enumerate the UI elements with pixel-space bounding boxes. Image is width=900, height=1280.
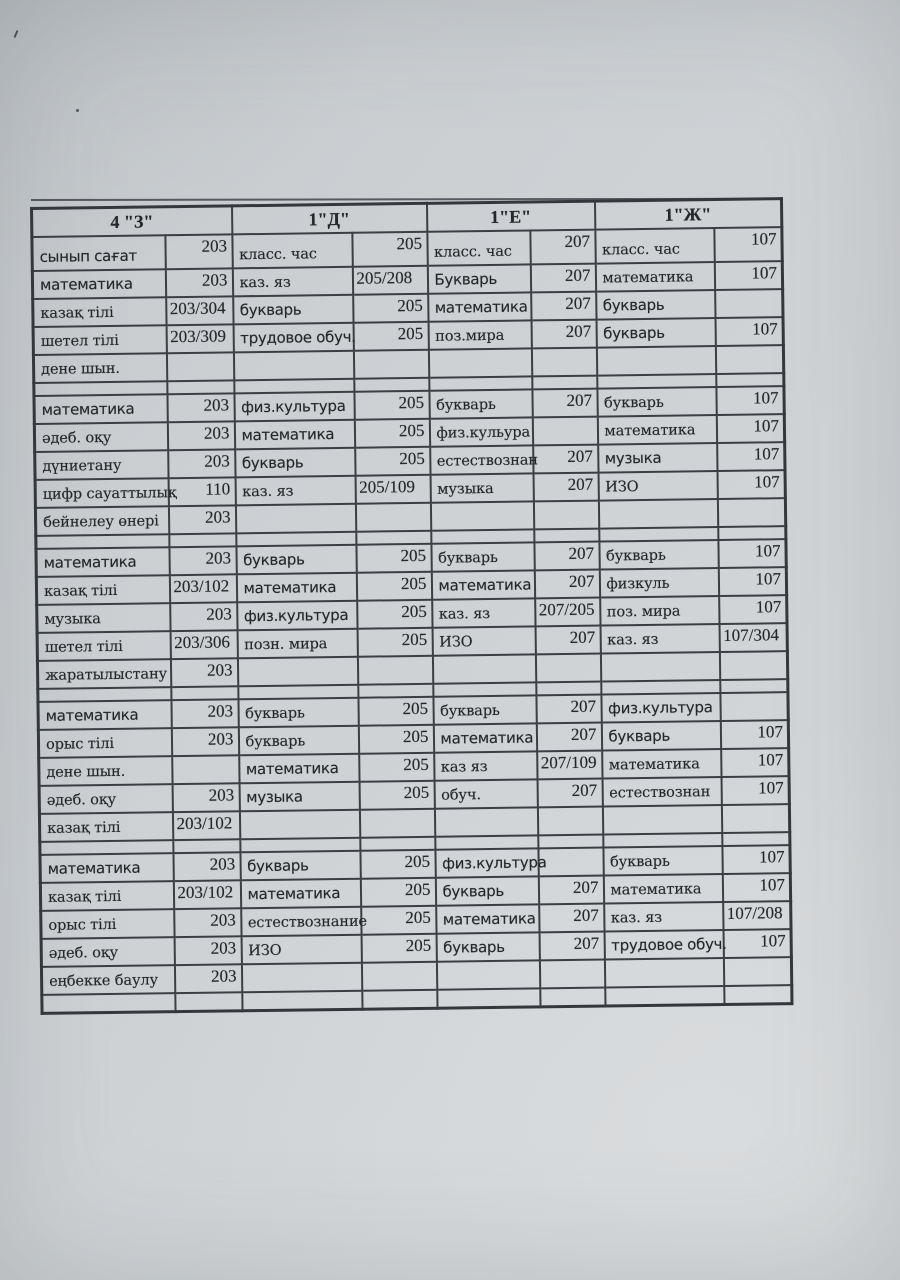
class-header-1zh: 1"Ж" xyxy=(594,199,781,230)
subject-cell: позн. мира xyxy=(237,629,357,659)
subject-cell: букварь xyxy=(238,698,358,728)
room-cell: 207 xyxy=(532,389,597,418)
room-cell xyxy=(533,501,598,530)
subject-cell: каз. яз xyxy=(604,902,723,932)
stray-dot-mark xyxy=(76,109,79,112)
empty-cell xyxy=(173,839,240,853)
room-cell: 203 xyxy=(165,268,232,297)
subject-cell: естествознан xyxy=(602,777,721,807)
subject-cell: математика xyxy=(32,269,165,299)
timetable-body xyxy=(32,227,792,1013)
subject-cell: казақ тілі xyxy=(33,297,166,327)
room-cell: 107 xyxy=(717,442,785,471)
room-cell xyxy=(531,348,596,377)
room-cell: 107 xyxy=(721,776,789,805)
room-cell: 107 xyxy=(715,317,783,346)
room-cell xyxy=(359,809,434,838)
room-cell: 205 xyxy=(354,391,429,420)
room-cell: 207 xyxy=(531,320,596,349)
room-cell: 107 xyxy=(718,567,786,596)
room-cell xyxy=(357,656,432,685)
subject-cell: музыка xyxy=(37,603,170,633)
room-cell xyxy=(717,498,785,527)
room-cell xyxy=(723,957,791,986)
subject-cell: математика xyxy=(240,879,360,909)
subject-cell: букварь xyxy=(436,932,539,961)
subject-cell: математика xyxy=(436,904,539,933)
subject-cell: орыс тілі xyxy=(41,909,174,939)
subject-cell xyxy=(432,654,535,683)
subject-cell: поз.мира xyxy=(428,320,531,349)
subject-cell: физ.культура xyxy=(237,601,357,631)
room-cell xyxy=(537,807,602,836)
room-cell: 203 xyxy=(169,546,236,575)
subject-cell: казақ тілі xyxy=(36,575,169,605)
room-cell: 205 xyxy=(359,781,434,810)
room-cell xyxy=(172,755,239,784)
room-cell xyxy=(532,417,597,446)
room-cell: 205 xyxy=(353,294,428,323)
empty-cell xyxy=(437,988,540,1007)
subject-cell: букварь xyxy=(596,290,715,320)
room-cell: 207 xyxy=(530,264,595,293)
subject-cell xyxy=(233,351,353,381)
room-cell: 207 xyxy=(539,904,604,933)
subject-cell: ИЗО xyxy=(241,935,361,965)
room-cell: 207 xyxy=(530,230,595,265)
subject-cell: математика xyxy=(602,749,721,779)
room-cell xyxy=(353,350,428,379)
subject-cell: естествознание xyxy=(241,907,361,937)
empty-cell xyxy=(42,993,175,1013)
empty-cell xyxy=(540,988,605,1007)
room-cell xyxy=(361,962,436,991)
room-cell: 203 xyxy=(170,602,237,631)
room-cell: 205/208 xyxy=(352,266,427,295)
subject-cell: букварь xyxy=(233,295,353,325)
subject-cell: математика xyxy=(34,394,167,424)
room-cell: 203 xyxy=(168,449,235,478)
empty-cell xyxy=(532,376,597,390)
room-cell: 205 xyxy=(361,906,436,935)
room-cell xyxy=(720,692,788,721)
empty-cell xyxy=(605,986,724,1006)
room-cell: 107 xyxy=(716,414,784,443)
subject-cell: букварь xyxy=(603,846,722,876)
empty-cell xyxy=(538,835,603,849)
room-cell: 107/208 xyxy=(723,901,791,930)
subject-cell: физ.культура xyxy=(601,693,720,723)
room-cell: 207 xyxy=(536,695,601,724)
empty-cell xyxy=(722,832,790,846)
room-cell: 203 xyxy=(165,234,232,269)
room-cell: 107/304 xyxy=(719,623,787,652)
room-cell: 207/205 xyxy=(535,598,600,627)
subject-cell: казақ тілі xyxy=(39,812,172,842)
room-cell: 205 xyxy=(357,600,432,629)
subject-cell: математика xyxy=(597,415,716,445)
subject-cell: букварь xyxy=(435,876,538,905)
empty-cell xyxy=(724,985,792,1004)
room-cell: 205 xyxy=(356,572,431,601)
room-cell: 207 xyxy=(534,542,599,571)
subject-cell: букварь xyxy=(235,448,355,478)
subject-cell: математика xyxy=(431,570,534,599)
room-cell xyxy=(715,289,783,318)
room-cell: 203/102 xyxy=(173,880,240,909)
empty-cell xyxy=(718,526,786,540)
subject-cell xyxy=(596,346,715,376)
subject-cell: математика xyxy=(603,874,722,904)
room-cell: 203 xyxy=(168,505,235,534)
subject-cell xyxy=(237,657,357,687)
empty-cell xyxy=(356,531,431,545)
subject-cell: букварь xyxy=(599,540,718,570)
room-cell: 107 xyxy=(722,845,790,874)
subject-cell: музыка xyxy=(598,443,717,473)
subject-cell: бейнелеу өнері xyxy=(35,506,168,536)
room-cell: 207 xyxy=(537,779,602,808)
subject-cell: ИЗО xyxy=(432,626,535,655)
room-cell: 207 xyxy=(533,473,598,502)
subject-cell xyxy=(239,810,359,840)
subject-cell xyxy=(436,960,539,989)
room-cell xyxy=(166,352,233,381)
empty-cell xyxy=(358,684,433,698)
subject-cell: математика xyxy=(595,262,714,292)
stray-pen-mark xyxy=(13,30,18,38)
room-cell: 203 xyxy=(167,421,234,450)
empty-cell xyxy=(169,533,236,547)
subject-cell: орыс тілі xyxy=(38,728,171,758)
class-header-1d: 1"Д" xyxy=(232,203,427,234)
room-cell: 207 xyxy=(539,932,604,961)
subject-cell xyxy=(241,963,361,993)
subject-cell: математика xyxy=(433,723,536,752)
timetable xyxy=(30,197,794,1014)
room-cell: 203 xyxy=(172,783,239,812)
room-cell: 203/306 xyxy=(170,630,237,659)
subject-cell: Букварь xyxy=(427,264,530,293)
subject-cell: математика xyxy=(36,547,169,577)
room-cell: 207 xyxy=(538,876,603,905)
subject-cell: физ.культура xyxy=(234,392,354,422)
subject-cell: физ.кульура xyxy=(429,417,532,446)
room-cell: 107 xyxy=(720,720,788,749)
subject-cell: букварь xyxy=(597,387,716,417)
room-cell xyxy=(355,503,430,532)
subject-cell: шетел тілі xyxy=(33,325,166,355)
subject-cell: класс. час xyxy=(427,230,530,265)
room-cell: 205 xyxy=(353,322,428,351)
room-cell: 207/109 xyxy=(537,751,602,780)
subject-cell: математика xyxy=(428,292,531,321)
empty-cell xyxy=(534,529,599,543)
room-cell: 203 xyxy=(174,964,241,993)
room-cell: 107 xyxy=(714,227,782,262)
room-cell: 203/304 xyxy=(166,296,233,325)
subject-cell: әдеб. оқу xyxy=(34,422,167,452)
subject-cell: музыка xyxy=(239,782,359,812)
subject-cell: ИЗО xyxy=(598,471,717,501)
empty-cell xyxy=(716,373,784,387)
subject-cell: еңбекке баулу xyxy=(41,965,174,995)
room-cell xyxy=(535,654,600,683)
empty-cell xyxy=(171,686,238,700)
subject-cell: каз яз xyxy=(434,751,537,780)
subject-cell: естествознан xyxy=(430,445,533,474)
subject-cell: класс. час xyxy=(595,228,714,264)
room-cell: 205 xyxy=(355,447,430,476)
subject-cell: поз. мира xyxy=(600,596,719,626)
room-cell: 203 xyxy=(167,393,234,422)
empty-cell xyxy=(435,835,538,849)
subject-cell: музыка xyxy=(430,473,533,502)
room-cell xyxy=(538,848,603,877)
class-header-4z: 4 "З" xyxy=(32,206,232,237)
room-cell: 107 xyxy=(718,539,786,568)
subject-cell: математика xyxy=(234,420,354,450)
empty-cell xyxy=(242,991,362,1011)
room-cell: 110 xyxy=(168,477,235,506)
subject-cell: казақ тілі xyxy=(40,881,173,911)
subject-cell: жаратылыстану xyxy=(37,659,170,689)
subject-cell xyxy=(604,958,723,988)
subject-cell: физ.культура xyxy=(435,848,538,877)
room-cell: 205 xyxy=(352,232,427,267)
room-cell: 203/102 xyxy=(169,574,236,603)
subject-cell xyxy=(235,504,355,534)
room-cell: 205 xyxy=(354,419,429,448)
room-cell: 203 xyxy=(171,699,238,728)
room-cell: 205 xyxy=(359,753,434,782)
subject-cell: букварь xyxy=(238,726,358,756)
subject-cell: математика xyxy=(40,853,173,883)
empty-cell xyxy=(167,380,234,394)
class-header-1e: 1"Е" xyxy=(426,201,594,232)
subject-cell xyxy=(430,501,533,530)
subject-cell xyxy=(434,807,537,836)
room-cell: 107 xyxy=(717,470,785,499)
room-cell: 203 xyxy=(174,936,241,965)
room-cell: 207 xyxy=(533,445,598,474)
subject-cell: цифр сауаттылық xyxy=(35,478,168,508)
room-cell: 203 xyxy=(170,658,237,687)
room-cell: 205 xyxy=(360,850,435,879)
subject-cell: әдеб. оқу xyxy=(39,784,172,814)
room-cell: 205 xyxy=(360,878,435,907)
room-cell: 203 xyxy=(174,908,241,937)
room-cell: 205/109 xyxy=(355,475,430,504)
room-cell: 205 xyxy=(358,697,433,726)
room-cell: 107 xyxy=(719,595,787,624)
empty-cell xyxy=(362,990,437,1009)
subject-cell: сынып сағат xyxy=(32,235,165,271)
subject-cell: букварь xyxy=(601,721,720,751)
room-cell xyxy=(721,804,789,833)
subject-cell: математика xyxy=(236,573,356,603)
room-cell: 203 xyxy=(173,852,240,881)
subject-cell: математика xyxy=(38,700,171,730)
room-cell: 107 xyxy=(722,873,790,902)
subject-cell: дүниетану xyxy=(35,450,168,480)
room-cell: 207 xyxy=(534,570,599,599)
subject-cell: букварь xyxy=(431,542,534,571)
room-cell: 207 xyxy=(535,626,600,655)
subject-cell: әдеб. оқу xyxy=(41,937,174,967)
subject-cell: трудовое обуч. xyxy=(604,930,723,960)
subject-cell: класс. час xyxy=(232,233,352,269)
subject-cell: каз. яз xyxy=(235,476,355,506)
room-cell xyxy=(719,651,787,680)
empty-cell xyxy=(175,992,242,1011)
empty-cell xyxy=(536,682,601,696)
subject-cell: букварь xyxy=(433,695,536,724)
room-cell: 203/309 xyxy=(166,324,233,353)
subject-cell: каз. яз xyxy=(432,598,535,627)
subject-cell: каз. яз xyxy=(600,624,719,654)
room-cell: 205 xyxy=(361,934,436,963)
room-cell: 207 xyxy=(531,292,596,321)
room-cell: 107 xyxy=(723,929,791,958)
subject-cell: математика xyxy=(239,754,359,784)
subject-cell: обуч. xyxy=(434,779,537,808)
room-cell: 203/102 xyxy=(172,811,239,840)
subject-cell: букварь xyxy=(240,851,360,881)
subject-cell: трудовое обуч. xyxy=(233,323,353,353)
room-cell: 203 xyxy=(171,727,238,756)
subject-cell xyxy=(600,652,719,682)
empty-cell xyxy=(354,378,429,392)
subject-cell: дене шын. xyxy=(39,756,172,786)
subject-cell: букварь xyxy=(429,389,532,418)
subject-cell: букварь xyxy=(236,545,356,575)
room-cell xyxy=(715,345,783,374)
room-cell xyxy=(539,960,604,989)
empty-cell xyxy=(360,837,435,851)
subject-cell: дене шын. xyxy=(33,353,166,383)
room-cell: 107 xyxy=(716,386,784,415)
subject-cell xyxy=(428,348,531,377)
subject-cell: букварь xyxy=(596,318,715,348)
room-cell: 205 xyxy=(358,725,433,754)
room-cell: 107 xyxy=(714,261,782,290)
subject-cell xyxy=(602,805,721,835)
empty-cell xyxy=(720,679,788,693)
subject-cell xyxy=(598,499,717,529)
subject-cell: физкуль xyxy=(599,568,718,598)
room-cell: 107 xyxy=(721,748,789,777)
subject-cell: шетел тілі xyxy=(37,631,170,661)
subject-cell: каз. яз xyxy=(232,267,352,297)
room-cell: 205 xyxy=(357,628,432,657)
room-cell: 207 xyxy=(536,723,601,752)
room-cell: 205 xyxy=(356,544,431,573)
